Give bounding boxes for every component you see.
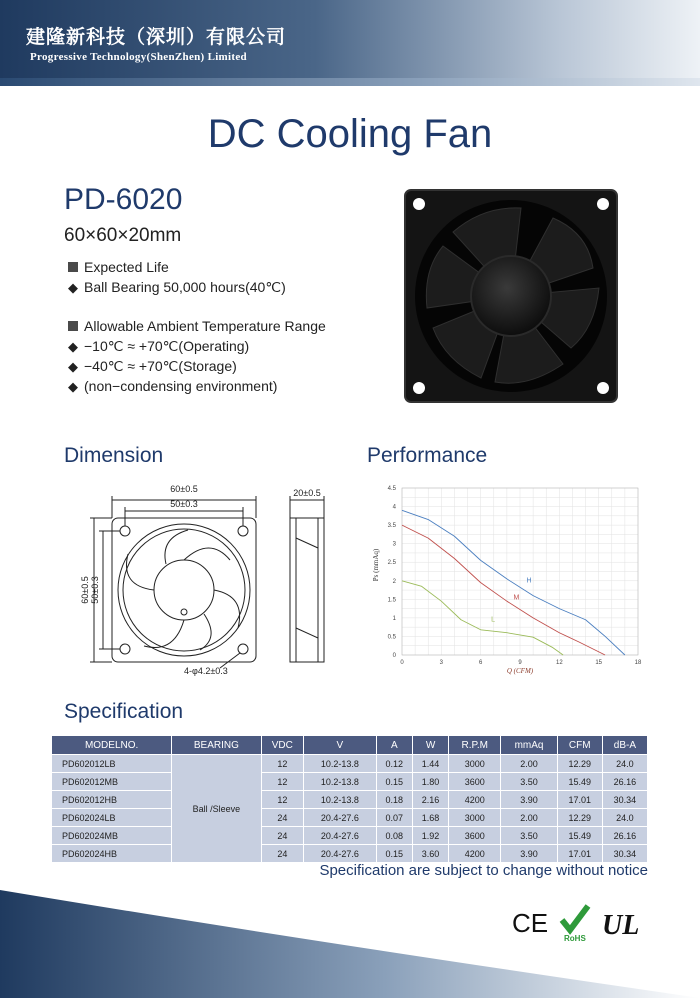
table-row [52, 827, 648, 845]
table-cell: 0.07 [376, 809, 412, 827]
column-header: CFM [557, 736, 602, 755]
fan-product-image [403, 188, 619, 404]
series-label-M: M [513, 594, 520, 602]
bearing-cell: Ball /Sleeve [172, 755, 261, 863]
y-tick-label: 1 [392, 615, 396, 622]
ul-mark-icon: UL [602, 910, 640, 941]
table-cell: 30.34 [602, 791, 647, 809]
table-cell: 0.12 [376, 755, 412, 773]
table-row [52, 755, 648, 773]
x-tick-label: 9 [518, 660, 522, 666]
certification-logos [512, 902, 652, 942]
dimension-heading: Dimension [64, 444, 164, 467]
table-row [52, 809, 648, 827]
column-header: dB-A [602, 736, 647, 755]
table-cell: 20.4-27.6 [304, 809, 377, 827]
dimension-holes: 4-φ4.2±0.3 [184, 666, 228, 676]
dimension-outer-width: 60±0.5 [170, 484, 198, 494]
table-cell: 4200 [449, 791, 501, 809]
table-cell: PD602024MB [52, 827, 172, 845]
table-cell: 10.2-13.8 [304, 773, 377, 791]
table-row [52, 791, 648, 809]
table-cell: 3000 [449, 809, 501, 827]
header-banner [0, 0, 700, 78]
table-header-row [52, 736, 648, 755]
table-cell: 3.90 [501, 791, 557, 809]
y-tick-label: 4.5 [387, 486, 396, 492]
table-cell: PD602012HB [52, 791, 172, 809]
table-cell: PD602024HB [52, 845, 172, 863]
table-cell: 30.34 [602, 845, 647, 863]
table-cell: PD602012MB [52, 773, 172, 791]
specification-table [51, 735, 648, 863]
series-line-H [402, 510, 625, 655]
table-cell: 2.16 [412, 791, 448, 809]
table-cell: 3.90 [501, 845, 557, 863]
table-cell: 17.01 [557, 791, 602, 809]
table-cell: 0.08 [376, 827, 412, 845]
header-divider [0, 78, 700, 86]
dimension-hole-width: 50±0.3 [170, 499, 198, 509]
table-cell: 26.16 [602, 827, 647, 845]
chart-grid [402, 488, 638, 655]
table-cell: 10.2-13.8 [304, 791, 377, 809]
chart-y-axis-label: Ps (mmAq) [372, 548, 380, 582]
chart-series [402, 510, 625, 655]
table-cell: 10.2-13.8 [304, 755, 377, 773]
company-name-chinese: 建隆新科技（深圳）有限公司 [26, 26, 287, 48]
table-cell: 1.92 [412, 827, 448, 845]
table-cell: 2.00 [501, 809, 557, 827]
table-cell: 24 [261, 827, 304, 845]
table-cell: PD602024LB [52, 809, 172, 827]
table-cell: PD602012LB [52, 755, 172, 773]
x-tick-label: 15 [595, 660, 603, 666]
x-tick-label: 3 [439, 660, 444, 666]
company-name-english: Progressive Technology(ShenZhen) Limited [30, 51, 247, 63]
dimension-outer-height: 60±0.5 [80, 576, 90, 604]
dimension-depth: 20±0.5 [293, 488, 321, 498]
temperature-operating: ◆ −10℃ ≈ +70℃(Operating) [68, 338, 250, 354]
column-header: V [304, 736, 377, 755]
chart-x-axis-label: Q (CFM) [506, 667, 534, 675]
column-header: mmAq [501, 736, 557, 755]
table-cell: 4200 [449, 845, 501, 863]
table-cell: 20.4-27.6 [304, 845, 377, 863]
square-bullet-icon [68, 262, 78, 272]
table-cell: 17.01 [557, 845, 602, 863]
table-cell: 3.50 [501, 773, 557, 791]
column-header: BEARING [172, 736, 261, 755]
temperature-heading: Allowable Ambient Temperature Range [68, 318, 326, 334]
table-cell: 26.16 [602, 773, 647, 791]
rohs-check-icon [562, 906, 588, 930]
column-header: A [376, 736, 412, 755]
expected-life-value: ◆ Ball Bearing 50,000 hours(40℃) [68, 279, 286, 295]
table-cell: 3000 [449, 755, 501, 773]
table-cell: 1.68 [412, 809, 448, 827]
table-cell: 12 [261, 791, 304, 809]
table-cell: 12 [261, 773, 304, 791]
dimension-drawing [70, 478, 350, 678]
column-header: W [412, 736, 448, 755]
table-cell: 24.0 [602, 809, 647, 827]
y-tick-label: 3.5 [387, 523, 396, 530]
table-row [52, 773, 648, 791]
table-cell: 3.60 [412, 845, 448, 863]
chart-ticks [388, 486, 642, 666]
diamond-bullet-icon: ◆ [68, 379, 78, 394]
y-tick-label: 0 [392, 653, 396, 659]
table-cell: 12.29 [557, 755, 602, 773]
diamond-bullet-icon: ◆ [68, 339, 78, 354]
table-cell: 0.15 [376, 773, 412, 791]
series-label-L: L [491, 616, 496, 624]
table-row [52, 845, 648, 863]
specification-heading: Specification [64, 700, 184, 723]
table-cell: 24.0 [602, 755, 647, 773]
diamond-bullet-icon: ◆ [68, 280, 78, 295]
table-cell: 12.29 [557, 809, 602, 827]
table-cell: 0.18 [376, 791, 412, 809]
x-tick-label: 18 [634, 660, 642, 666]
ce-mark-icon: CE [512, 908, 549, 938]
table-cell: 3.50 [501, 827, 557, 845]
table-cell: 12 [261, 755, 304, 773]
column-header: R.P.M [449, 736, 501, 755]
expected-life-heading: Expected Life [68, 259, 169, 275]
table-cell: 15.49 [557, 827, 602, 845]
rohs-label: RoHS [564, 934, 586, 942]
x-tick-label: 12 [555, 660, 563, 666]
column-header: MODELNO. [52, 736, 172, 755]
change-notice: Specification are subject to change without notice [319, 862, 648, 879]
series-label-H: H [526, 577, 532, 585]
page-title: DC Cooling Fan [207, 112, 493, 156]
y-tick-label: 1.5 [387, 597, 396, 604]
temperature-note: ◆ (non−condensing environment) [68, 378, 278, 394]
dimension-hole-height: 50±0.3 [90, 576, 100, 604]
temperature-storage: ◆ −40℃ ≈ +70℃(Storage) [68, 358, 237, 374]
x-tick-label: 0 [400, 660, 404, 666]
table-cell: 15.49 [557, 773, 602, 791]
performance-heading: Performance [367, 444, 488, 467]
product-model: PD-6020 [64, 183, 183, 216]
y-tick-label: 3 [392, 541, 396, 548]
diamond-bullet-icon: ◆ [68, 359, 78, 374]
table-cell: 3600 [449, 773, 501, 791]
table-cell: 24 [261, 845, 304, 863]
square-bullet-icon [68, 321, 78, 331]
table-cell: 1.80 [412, 773, 448, 791]
product-size: 60×60×20mm [64, 225, 182, 246]
table-cell: 24 [261, 809, 304, 827]
table-cell: 20.4-27.6 [304, 827, 377, 845]
y-tick-label: 2.5 [387, 560, 396, 567]
column-header: VDC [261, 736, 304, 755]
table-cell: 3600 [449, 827, 501, 845]
y-tick-label: 0.5 [387, 634, 396, 641]
y-tick-label: 2 [392, 578, 396, 585]
table-cell: 1.44 [412, 755, 448, 773]
table-cell: 0.15 [376, 845, 412, 863]
table-cell: 2.00 [501, 755, 557, 773]
y-tick-label: 4 [392, 504, 396, 511]
x-tick-label: 6 [478, 660, 483, 666]
performance-chart [370, 480, 650, 680]
